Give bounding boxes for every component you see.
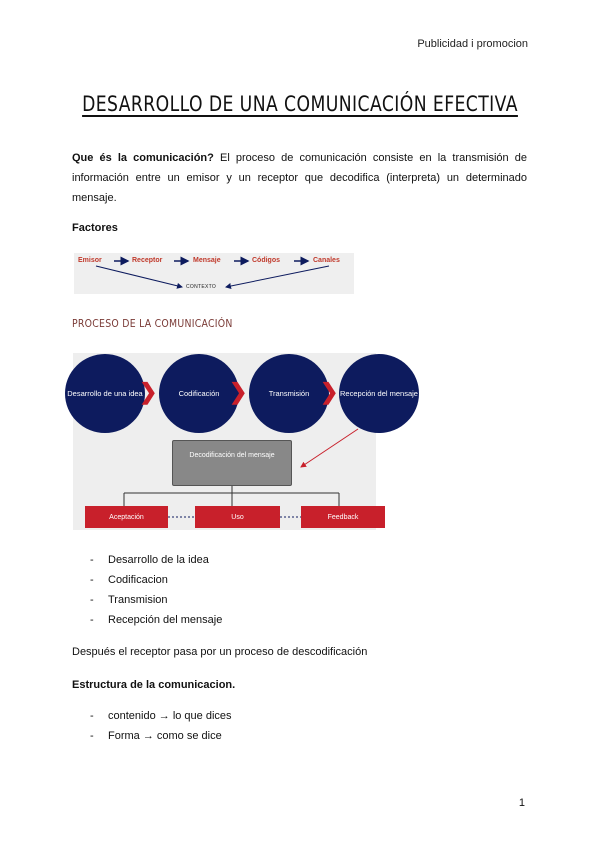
factor-canales: Canales (313, 257, 340, 264)
list-item: - Codificacion (90, 570, 222, 590)
outcome-feedback: Feedback (301, 506, 385, 528)
chevron-right-icon: ❯ (229, 379, 248, 404)
outcome-uso: Uso (195, 506, 280, 528)
header-subject: Publicidad i promocion (417, 38, 528, 50)
factor-emisor: Emisor (78, 257, 102, 264)
intro-paragraph (72, 148, 527, 208)
intro-text: El proceso de comunicación consiste en la transmisión de información entre un emisor y un receptor que decodifica (interpreta) un determinado mensaje. (72, 152, 527, 204)
list-item: - Forma → como se dice (90, 726, 232, 746)
list-item: - Transmision (90, 590, 222, 610)
chevron-right-icon: ❯ (320, 379, 339, 404)
process-step-idea: Desarrollo de una idea (65, 354, 145, 433)
list-item: - Desarrollo de la idea (90, 550, 222, 570)
chevron-right-icon: ❯ (139, 379, 158, 404)
process-list (90, 550, 222, 630)
process-diagram (67, 353, 418, 530)
factors-heading: Factores (72, 222, 118, 234)
process-heading: PROCESO DE LA COMUNICACIÓN (72, 317, 233, 330)
process-step-codificacion: Codificación (159, 354, 239, 433)
factor-mensaje: Mensaje (193, 257, 221, 264)
list-item: - contenido → lo que dices (90, 706, 232, 726)
process-step-transmision: Transmisión (249, 354, 329, 433)
factor-contexto: CONTEXTO (186, 284, 217, 290)
structure-heading: Estructura de la comunicacion. (72, 679, 236, 691)
page-number: 1 (518, 797, 525, 809)
structure-list (90, 706, 232, 746)
after-paragraph: Después el receptor pasa por un proceso de descodificación (72, 646, 368, 658)
intro-question: Que és la comunicación? (72, 152, 214, 164)
factors-diagram (74, 253, 354, 294)
process-step-recepcion: Recepción del mensaje (339, 354, 419, 433)
outcome-aceptacion: Aceptación (85, 506, 168, 528)
decode-box: Decodificación del mensaje (172, 440, 292, 486)
page-title: DESARROLLO DE UNA COMUNICACIÓN EFECTIVA (82, 92, 518, 116)
factor-receptor: Receptor (132, 257, 163, 264)
factor-codigos: Códigos (252, 257, 280, 264)
list-item: - Recepción del mensaje (90, 610, 222, 630)
